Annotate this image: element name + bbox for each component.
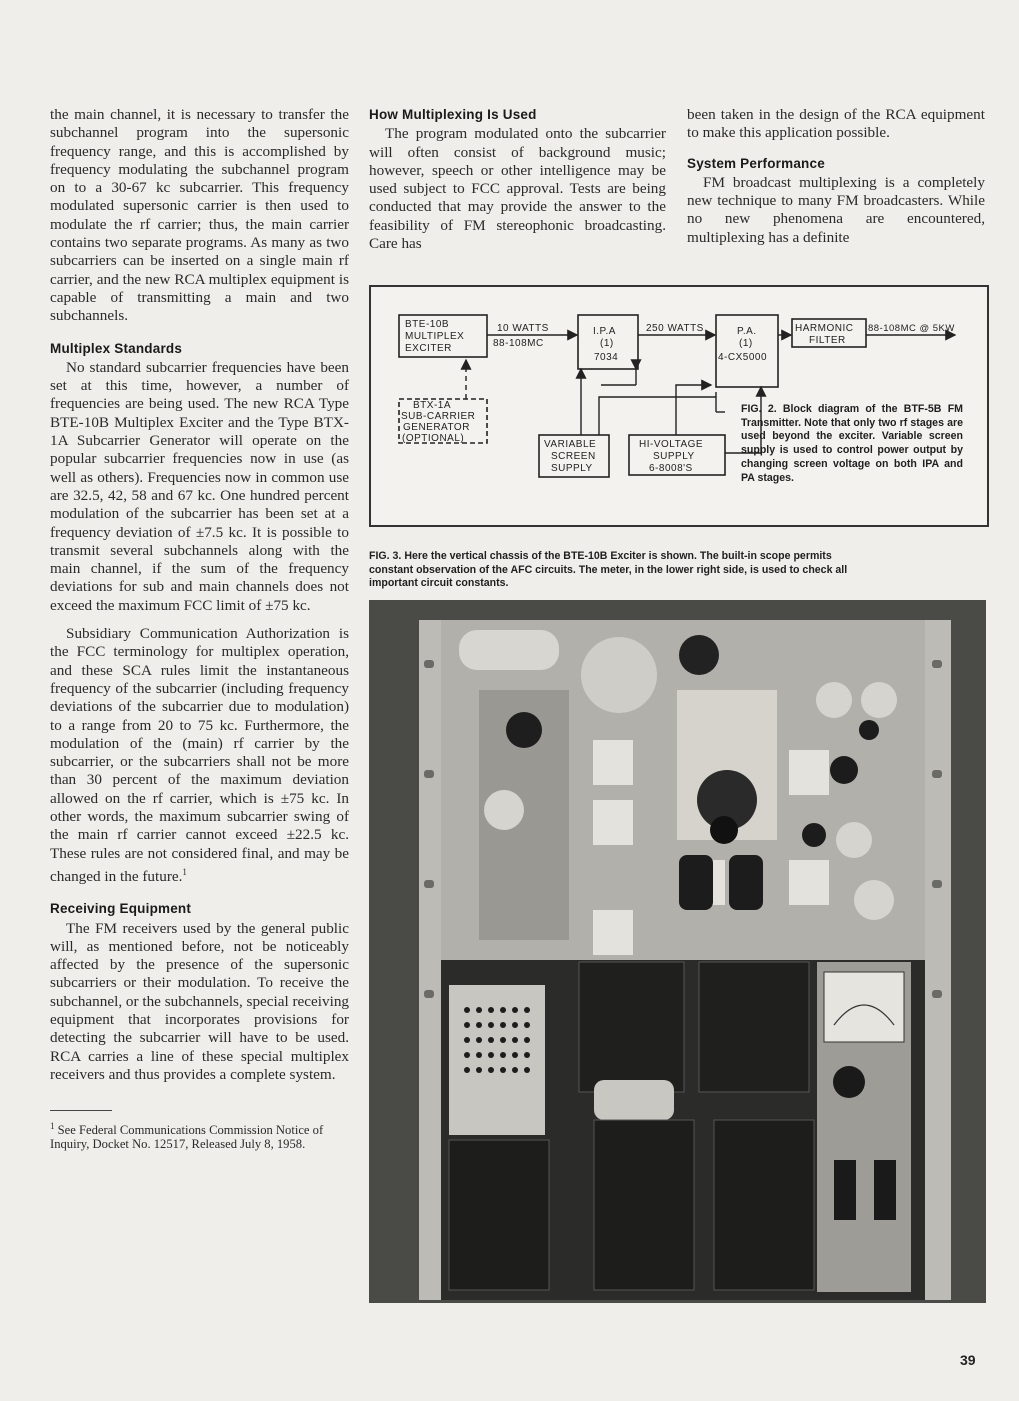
ipa-label-3: 7034 <box>594 352 619 363</box>
heading-multiplex-standards: Multiplex Standards <box>50 340 183 356</box>
paragraph: No standard subcarrier frequencies have been set at this time, however, a number of frequencies are being used. The new RCA Type BTE-10B Multiplex Exciter and the Type BTX-1A Subcarrier Generator will operate on the popular subcarrier frequencies now in use (as well as others). Frequencies now in common use are 32.5, 42, 58 and 67 kc. One hundred percent modulation of the subcarrier has been set at a frequency deviation of ±7.5 kc. It is possible to transmit several subchannels along with the main channel, if the sum of the frequency deviations for sub and main channels does not exceed the maximum FCC limit of ±75 kc. <box>50 358 349 614</box>
exciter-label-3: EXCITER <box>405 343 452 354</box>
hv-label-2: SUPPLY <box>653 451 695 462</box>
heading-how-multiplexing-is-used: How Multiplexing Is Used <box>369 107 537 122</box>
pa-label-3: 4-CX5000 <box>718 352 768 363</box>
ipa-label-1: I.P.A <box>593 326 616 337</box>
screen-label-3: SUPPLY <box>551 463 593 474</box>
btx-label-4: (OPTIONAL) <box>402 433 465 444</box>
screen-label-1: VARIABLE <box>544 439 597 450</box>
footnote <box>50 1119 349 1151</box>
btx-label-2: SUB-CARRIER <box>401 411 476 422</box>
paragraph: FM broadcast multiplexing is a completely new technique to many FM broadcasters. While no new phenomena are encountered, multiplexing has a definite <box>687 173 985 246</box>
filter-label-2: FILTER <box>809 335 846 346</box>
footnote-rule <box>50 1110 112 1111</box>
ipa-label-2: (1) <box>600 338 614 349</box>
btx-label-3: GENERATOR <box>403 422 470 433</box>
hv-label-3: 6-8008'S <box>649 463 693 474</box>
filter-label-1: HARMONIC <box>795 323 854 334</box>
page-number: 39 <box>960 1352 976 1368</box>
paragraph: The program modulated onto the subcarrier will often consist of background music; however, speech or other intelligence may be used subject to FCC approval. Tests are being conducted that may provide the answer to the feasibility of FM stereophonic broadcasting. Care has <box>369 125 666 253</box>
btx-label-1: BTX-1A <box>413 400 452 411</box>
fig3-caption: FIG. 3. Here the vertical chassis of the BTE-10B Exciter is shown. The built-in scope permits constant observation of the AFC circuits. The meter, in the lower right side, is used to check all important circuit constants. <box>369 550 848 590</box>
heading-receiving-equipment: Receiving Equipment <box>50 901 192 917</box>
fig2-caption: FIG. 2. Block diagram of the BTF-5B FM Transmitter. Note that only two rf stages are used beyond the exciter. Variable screen supply is used to control power output by changing screen voltage on both IPA and PA stages. <box>741 403 963 484</box>
exciter-label-2: MULTIPLEX <box>405 331 465 342</box>
exciter-chassis-photo <box>369 600 986 1303</box>
footnote-mark: 1 <box>50 1121 55 1132</box>
screen-label-2: SCREEN <box>551 451 596 462</box>
pa-label-2: (1) <box>739 338 753 349</box>
hv-label-1: HI-VOLTAGE <box>639 439 704 450</box>
footnote-ref: 1 <box>182 866 187 877</box>
exciter-chassis-photo-svg <box>369 600 986 1303</box>
exciter-label-1: BTE-10B <box>405 319 450 330</box>
heading-system-performance: System Performance <box>687 155 825 171</box>
paragraph: the main channel, it is necessary to transfer the subchannel program into the supersonic frequency range, and this is accomplished by frequency modulating the subchannel program on to a 30-67 kc subcarrier. This frequency modulated supersonic carrier is then used to modulate the rf carrier; thus, the main carrier contains two separate programs. As many as two subcarriers can be inserted on a single main rf carrier, and the new RCA multiplex equipment is capable of transmitting a main and two subchannels. <box>50 106 349 325</box>
paragraph: The FM receivers used by the general public will, as mentioned before, not be noticeably affected by the presence of the supersonic subcarriers or their modulation. To receive the subchannel, or the subchannels, special receiving equipment that incorporates provisions for detecting the subcarrier will have to be used. RCA carries a line of these special multiplex receivers and thus provides a complete system. <box>50 919 350 1083</box>
link1-label-2: 88-108MC <box>493 338 544 349</box>
pa-label-1: P.A. <box>737 326 757 337</box>
link1-label-1: 10 WATTS <box>497 323 549 334</box>
paragraph: been taken in the design of the RCA equipment to make this application possible. <box>687 106 985 142</box>
paragraph <box>50 625 349 886</box>
column-middle <box>369 106 666 253</box>
paragraph-text: Subsidiary Communication Authorization is the FCC terminology for multiplex operation, and these SCA rules limit the instantaneous frequency of the subcarrier (including frequency deviations of the subcarrier due to modulation) to a range from 20 to 75 kc. Furthermore, the modulation of the (main) rf carrier by the subcarrier, or the subcarriers shall not be more than 30 percent of the maximum deviation allowed on the rf carrier, which is ±75 kc. In other words, the maximum subcarrier swing of the main rf carrier cannot exceed ±22.5 kc. These rules are not considered final, and may be changed in the future. <box>50 625 349 885</box>
feed-hv-pa <box>676 385 711 435</box>
footnote-text: See Federal Communications Commission Notice of Inquiry, Docket No. 12517, Released July 8, 1958. <box>50 1123 324 1152</box>
link2-label: 250 WATTS <box>646 323 704 334</box>
feed-screen-pa-a <box>599 397 716 435</box>
column-right <box>687 106 985 247</box>
output-label: 88-108MC @ 5KW <box>868 323 955 334</box>
column-left <box>50 106 349 1151</box>
